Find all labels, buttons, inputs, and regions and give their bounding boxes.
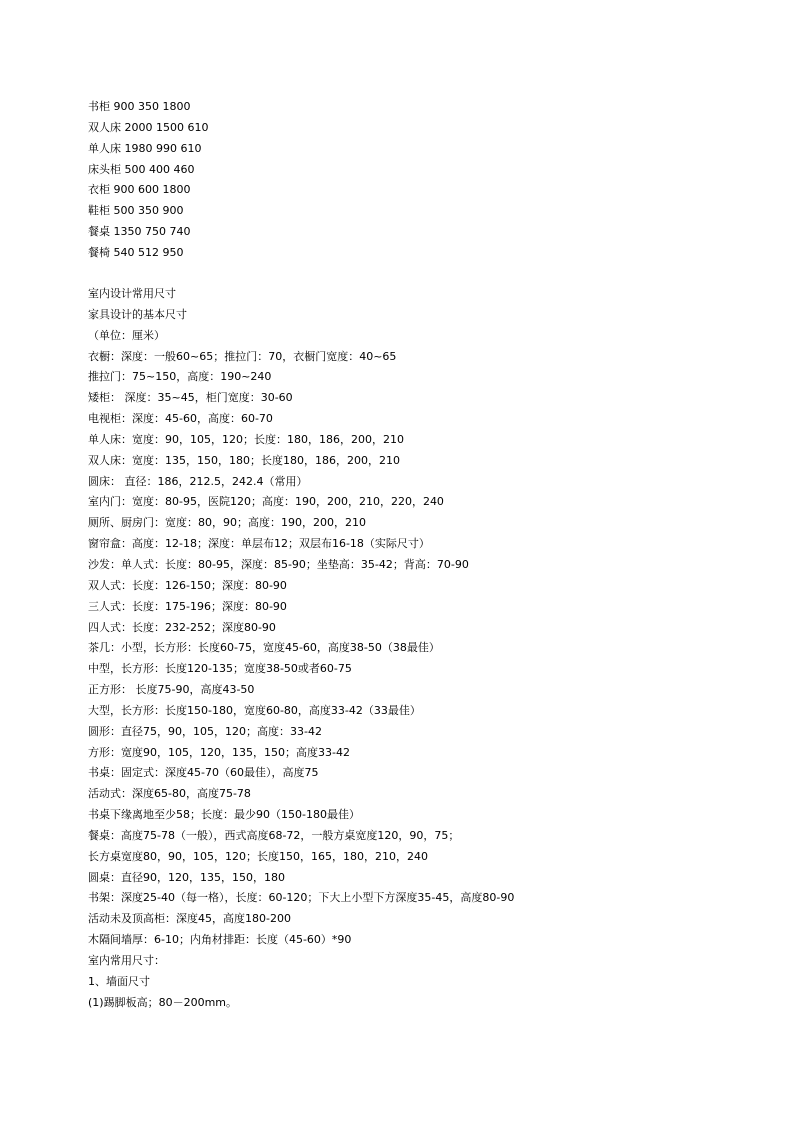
- text-line: 活动未及顶高柜：深度45，高度180-200: [88, 912, 291, 926]
- furniture-size-line: 双人床 2000 1500 610: [88, 120, 209, 134]
- text-line: 电视柜：深度：45-60，高度：60-70: [88, 412, 273, 426]
- text-line: 1、墙面尺寸: [88, 974, 150, 988]
- furniture-size-list: [88, 97, 778, 264]
- text-line: 厕所、厨房门：宽度：80，90；高度：190，200，210: [88, 516, 366, 530]
- furniture-size-line: 床头柜 500 400 460: [88, 162, 195, 176]
- text-line: 书桌：固定式：深度45-70（60最佳），高度75: [88, 766, 319, 780]
- section-title: 室内设计常用尺寸: [88, 287, 176, 300]
- text-line: 书桌下缘离地至少58；长度：最少90（150-180最佳）: [88, 808, 360, 822]
- text-line: 圆桌：直径90，120，135，150，180: [88, 870, 285, 884]
- text-line: 大型，长方形：长度150-180，宽度60-80，高度33-42（33最佳）: [88, 703, 421, 717]
- text-line: 餐桌：高度75-78（一般），西式高度68-72，一般方桌宽度120，90，75；: [88, 828, 460, 842]
- text-line: 矮柜： 深度：35~45，柜门宽度：30-60: [88, 391, 293, 405]
- text-line: 中型，长方形：长度120-135；宽度38-50或者60-75: [88, 662, 352, 676]
- dimension-notes: [88, 284, 778, 1014]
- text-line: 茶几：小型，长方形：长度60-75，宽度45-60，高度38-50（38最佳）: [88, 641, 440, 655]
- text-line: 窗帘盒：高度：12-18；深度：单层布12；双层布16-18（实际尺寸）: [88, 537, 430, 551]
- furniture-size-line: 书柜 900 350 1800: [88, 100, 191, 113]
- furniture-size-line: 衣柜 900 600 1800: [88, 183, 191, 197]
- text-line: 室内门：宽度：80-95，医院120；高度：190，200，210，220，240: [88, 495, 444, 509]
- furniture-size-line: 单人床 1980 990 610: [88, 141, 202, 155]
- furniture-size-line: 餐椅 540 512 950: [88, 245, 184, 259]
- text-line: 方形：宽度90，105，120，135，150；高度33-42: [88, 745, 350, 759]
- text-line: 书架：深度25-40（每一格），长度：60-120；下大上小型下方深度35-45，高度80-90: [88, 891, 515, 905]
- text-line: 双人式：长度：126-150；深度：80-90: [88, 578, 287, 592]
- furniture-size-line: 鞋柜 500 350 900: [88, 204, 184, 218]
- text-line: 长方桌宽度80，90，105，120；长度150，165，180，210，240: [88, 849, 428, 863]
- text-line: 衣橱：深度：一般60~65；推拉门：70，衣橱门宽度：40~65: [88, 349, 397, 363]
- text-line: (1)踢脚板高；80－200mm。: [88, 995, 238, 1009]
- text-line: 沙发：单人式：长度：80-95，深度：85-90；坐垫高：35-42；背高：70-90: [88, 557, 469, 571]
- text-line: 四人式：长度：232-252；深度80-90: [88, 620, 276, 634]
- text-line: 活动式：深度65-80，高度75-78: [88, 787, 251, 801]
- text-line: 推拉门：75~150，高度：190~240: [88, 370, 272, 384]
- text-line: 圆床： 直径：186，212.5，242.4（常用）: [88, 474, 308, 488]
- text-line: 木隔间墙厚：6-10；内角材排距：长度（45-60）*90: [88, 933, 352, 947]
- section-subtitle: 家具设计的基本尺寸: [88, 307, 187, 321]
- text-line: 圆形：直径75，90，105，120；高度：33-42: [88, 724, 322, 738]
- text-line: 双人床：宽度：135，150，180；长度180，186，200，210: [88, 453, 400, 467]
- unit-note: （单位：厘米）: [88, 328, 165, 342]
- text-line: 室内常用尺寸：: [88, 954, 165, 967]
- furniture-size-line: 餐桌 1350 750 740: [88, 225, 191, 239]
- text-line: 正方形： 长度75-90，高度43-50: [88, 683, 255, 697]
- text-line: 三人式：长度：175-196；深度：80-90: [88, 599, 287, 613]
- text-line: 单人床：宽度：90，105，120；长度：180，186，200，210: [88, 432, 404, 446]
